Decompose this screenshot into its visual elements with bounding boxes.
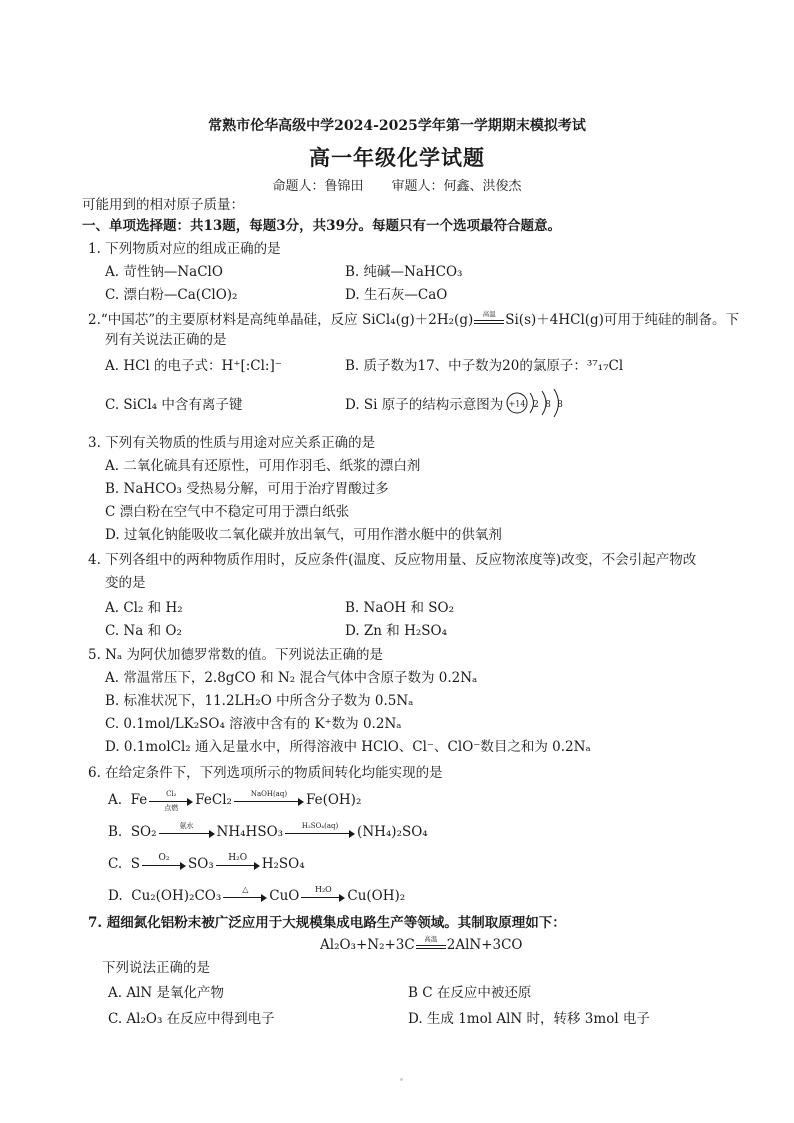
q6-option-c	[108, 852, 305, 873]
exam-title: 高一年级化学试题	[309, 145, 485, 170]
q6-c-arrow-2	[216, 852, 260, 873]
q6-d-arrow-2-condition: H₂O	[314, 884, 332, 894]
q6-option-d	[108, 884, 406, 905]
q4-stem-line2: 变的是	[105, 575, 146, 591]
q1-option-c: C. 漂白粉—Ca(ClO)₂	[105, 287, 238, 303]
q6-option-a	[108, 789, 362, 812]
authors-line	[0, 178, 794, 196]
q6-b-label: B.	[108, 824, 123, 840]
q7-equation-condition: 高温	[424, 934, 438, 943]
atom-shell-1-electrons: 2	[533, 400, 539, 410]
q6-b-arrow-1	[159, 821, 215, 841]
si-atom-diagram	[504, 386, 570, 420]
author-label: 命题人：鲁锦田	[272, 179, 364, 194]
q2-stem	[88, 311, 739, 329]
q6-d-species-3: Cu(OH)₂	[347, 888, 406, 904]
q1-stem: 1. 下列物质对应的组成正确的是	[88, 241, 281, 257]
q7-equation-products: 2AlN+3CO	[446, 937, 523, 953]
q6-c-arrow-1	[142, 852, 186, 873]
q6-stem: 6. 在给定条件下，下列选项所示的物质间转化均能实现的是	[88, 765, 443, 781]
q2-stem-line2: 列有关说法正确的是	[105, 332, 227, 348]
reviewer-label: 审题人：何鑫、洪俊杰	[391, 179, 522, 194]
q3-option-b: B. NaHCO₃ 受热易分解，可用于治疗胃酸过多	[105, 481, 389, 497]
q7-option-a: A. AlN 是氧化产物	[108, 985, 225, 1001]
q4-option-c: C. Na 和 O₂	[105, 623, 182, 639]
q4-stem: 4. 下列各组中的两种物质作用时，反应条件(温度、反应物用量、反应物浓度等)改变，不会引起产物改	[88, 552, 697, 568]
q6-option-b	[108, 823, 428, 841]
q2-equilibrium-sign	[474, 309, 504, 329]
q6-a-species-1: Fe	[130, 792, 148, 808]
q2-option-d: D. Si 原子的结构示意图为	[345, 397, 504, 413]
q4-option-d: D. Zn 和 H₂SO₄	[345, 623, 447, 639]
q6-a-label: A.	[108, 792, 123, 808]
q1-option-d: D. 生石灰—CaO	[345, 287, 448, 303]
q3-stem: 3. 下列有关物质的性质与用途对应关系正确的是	[88, 435, 376, 451]
q6-a-arrow-2	[234, 789, 304, 809]
q6-a-species-2: FeCl₂	[195, 792, 232, 808]
q2-condition: 高温	[482, 309, 496, 318]
q5-option-c: C. 0.1mol/LK₂SO₄ 溶液中含有的 K⁺数为 0.2Nₐ	[105, 716, 402, 732]
q6-d-arrow-1	[223, 884, 267, 905]
q7-equation-reactants: Al₂O₃+N₂+3C	[320, 937, 415, 953]
q1-option-b: B. 纯碱—NaHCO₃	[345, 264, 463, 280]
atom-shell-3-electrons: 8	[557, 400, 563, 410]
q5-option-a: A. 常温常压下，2.8gCO 和 N₂ 混合气体中含原子数为 0.2Nₐ	[105, 670, 478, 686]
q6-a-arrow-2-condition: NaOH(aq)	[250, 789, 288, 798]
q6-c-label: C.	[108, 856, 123, 872]
q6-c-arrow-2-condition: H₂O	[228, 852, 248, 863]
q2-option-c: C. SiCl₄ 中含有离子键	[105, 397, 243, 413]
q2-option-a: A. HCl 的电子式：H⁺[:Cl:]⁻	[105, 358, 282, 374]
q6-d-species-2: CuO	[269, 888, 300, 904]
atomic-masses-label: 可能用到的相对原子质量：	[82, 197, 244, 213]
school-title: 常熟市伦华高级中学2024-2025学年第一学期期末模拟考试	[208, 118, 586, 134]
q3-option-c: C 漂白粉在空气中不稳定可用于漂白纸张	[105, 504, 350, 520]
section-heading: 一、单项选择题：共13题，每题3分，共39分。每题只有一个选项最符合题意。	[82, 218, 561, 234]
atom-shell-2-electrons: 8	[545, 400, 551, 410]
scan-speck	[400, 1078, 403, 1081]
q7-option-b: B C 在反应中被还原	[408, 985, 532, 1001]
q3-option-d: D. 过氧化钠能吸收二氧化碳并放出氧气，可用作潜水艇中的供氧剂	[105, 527, 502, 543]
q5-stem: 5. Nₐ 为阿伏加德罗常数的值。下列说法正确的是	[88, 647, 383, 663]
q6-d-label: D.	[108, 888, 123, 904]
q6-c-species-1: S	[130, 856, 140, 872]
q6-d-species-1: Cu₂(OH)₂CO₃	[131, 888, 222, 904]
q7-option-d: D. 生成 1mol AlN 时，转移 3mol 电子	[408, 1011, 650, 1027]
q6-b-species-2: NH₄HSO₃	[216, 824, 284, 840]
q6-d-arrow-2	[301, 884, 345, 905]
q7-equation-sign	[416, 934, 446, 954]
q7-option-c: C. Al₂O₃ 在反应中得到电子	[108, 1011, 275, 1027]
q7-equation	[320, 936, 523, 954]
q6-b-species-1: SO₂	[130, 824, 157, 840]
q7-stem: 7. 超细氮化铝粉末被广泛应用于大规模集成电路生产等领域。其制取原理如下：	[88, 915, 566, 931]
q6-a-arrow-1	[149, 789, 193, 812]
q6-a-arrow-1-condition: Cl₂	[166, 789, 177, 798]
q6-b-arrow-1-condition: 氨水	[179, 821, 194, 830]
q6-a-species-3: Fe(OH)₂	[305, 792, 362, 808]
q6-b-species-3: (NH₄)₂SO₄	[357, 824, 428, 840]
q6-b-arrow-2-condition: H₂SO₄(aq)	[301, 821, 339, 830]
q5-option-b: B. 标准状况下，11.2LH₂O 中所含分子数为 0.5Nₐ	[105, 693, 414, 709]
q6-c-species-2: SO₃	[187, 856, 214, 872]
q6-c-species-3: H₂SO₄	[261, 856, 305, 872]
q2-stem-post: Si(s)＋4HCl(g)可用于纯硅的制备。下	[505, 312, 739, 328]
atom-nucleus-charge: +14	[508, 399, 526, 409]
q1-option-a: A. 苛性钠—NaClO	[105, 264, 223, 280]
q6-b-arrow-2	[285, 821, 355, 841]
q5-option-d: D. 0.1molCl₂ 通入足量水中，所得溶液中 HClO、Cl⁻、ClO⁻数目之和为 0.2Nₐ	[105, 739, 591, 755]
q4-option-b: B. NaOH 和 SO₂	[345, 600, 455, 616]
q2-stem-pre: 2.“中国芯”的主要原材料是高纯单晶硅，反应 SiCl₄(g)＋2H₂(g)	[88, 312, 474, 328]
q6-c-arrow-1-condition: O₂	[158, 852, 170, 863]
q6-d-arrow-1-condition: △	[242, 884, 249, 894]
q6-a-arrow-1-sub-condition: 点燃	[164, 803, 179, 812]
q4-option-a: A. Cl₂ 和 H₂	[105, 600, 183, 616]
q2-option-b: B. 质子数为17、中子数为20的氯原子：³⁷₁₇Cl	[345, 358, 624, 374]
q3-option-a: A. 二氧化硫具有还原性，可用作羽毛、纸浆的漂白剂	[105, 458, 421, 474]
q7-sub-stem: 下列说法正确的是	[102, 960, 210, 976]
